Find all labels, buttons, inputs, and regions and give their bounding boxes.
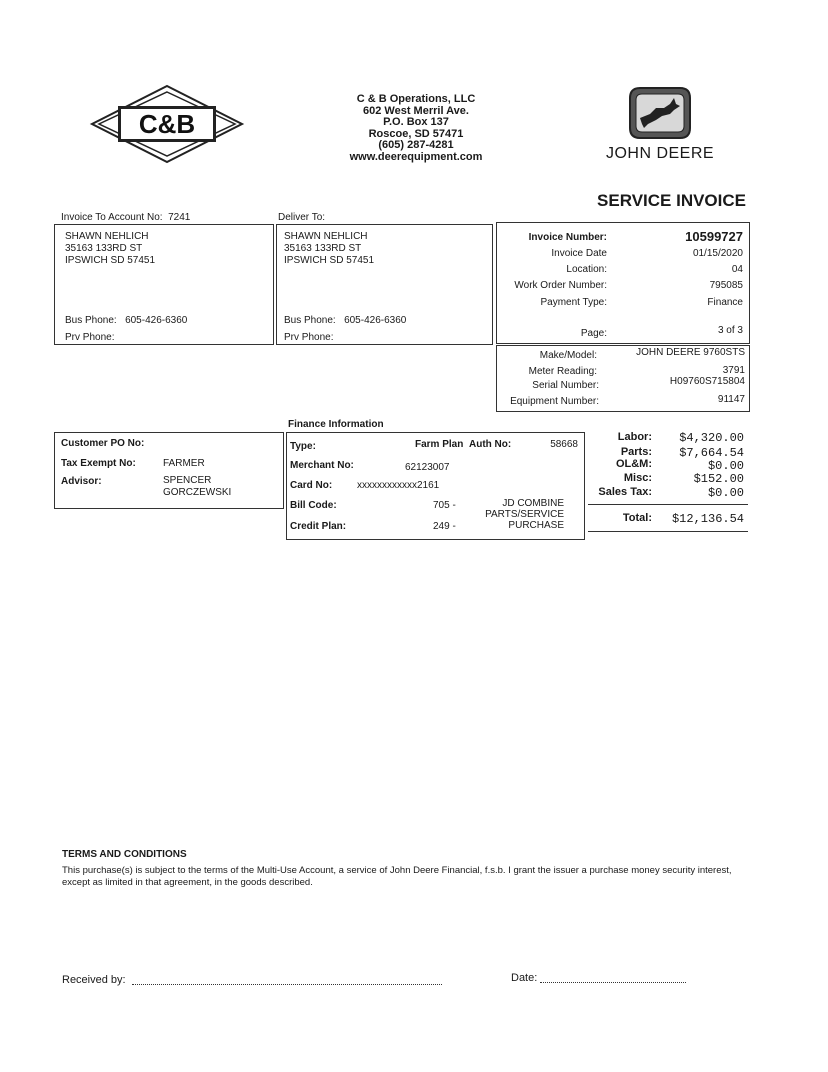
invoice-number-label: Invoice Number: (528, 232, 607, 243)
received-by-line[interactable] (132, 984, 442, 985)
auth-label: Auth No: (469, 439, 512, 450)
company-address (330, 94, 502, 163)
misc-amount: $152.00 (693, 472, 744, 486)
merchant-no: 62123007 (405, 462, 450, 473)
bill-code-label: Bill Code: (290, 500, 337, 511)
location-label: Location: (566, 264, 607, 275)
total-amount: $12,136.54 (671, 512, 744, 526)
invoice-date: 01/15/2020 (692, 248, 743, 259)
finance-type: Farm Plan (415, 439, 464, 450)
labor-label: Labor: (617, 431, 652, 443)
sales-tax-label: Sales Tax: (598, 486, 652, 498)
company-website: www.deerequipment.com (349, 150, 483, 163)
equipment-number-label: Equipment Number: (510, 396, 599, 407)
serial-label: Serial Number: (532, 380, 599, 391)
work-order: 795085 (709, 280, 743, 291)
bill-code: 705 - (433, 500, 456, 511)
make-model: JOHN DEERE 9760STS (636, 347, 745, 358)
cb-logo (88, 84, 246, 164)
card-label: Card No: (290, 480, 333, 491)
finance-type-label: Type: (290, 441, 316, 452)
invoice-to-bus-phone: Bus Phone: 605-426-6360 (65, 315, 188, 326)
invoice-to-box (54, 224, 274, 345)
invoice-date-label: Invoice Date (551, 248, 607, 259)
company-name: C & B Operations, LLC (356, 93, 476, 105)
company-po-box: P.O. Box 137 (383, 116, 449, 128)
serial-number: H09760S715804 (669, 376, 745, 387)
invoice-to-prv-phone: Prv Phone: (65, 332, 115, 343)
svg-text:C&B: C&B (138, 109, 196, 139)
auth-no: 58668 (550, 439, 578, 450)
bill-description: JD COMBINE PARTS/SERVICE PURCHASE (485, 498, 564, 531)
deliver-to-bus-phone: Bus Phone: 605-426-6360 (284, 315, 407, 326)
company-street: 602 West Merril Ave. (363, 104, 469, 117)
deliver-to-prv-phone: Prv Phone: (284, 332, 334, 343)
total-label: Total: (622, 512, 652, 524)
invoice-number: 10599727 (685, 229, 743, 244)
finance-box (286, 432, 585, 540)
deliver-to-name: SHAWN NEHLICH (284, 231, 368, 242)
date-label: Date: (511, 972, 538, 984)
misc-label: Misc: (623, 472, 652, 484)
document-title: SERVICE INVOICE (597, 191, 746, 210)
merchant-label: Merchant No: (290, 460, 354, 471)
parts-label: Parts: (620, 446, 652, 458)
deliver-to-label: Deliver To: (278, 212, 326, 223)
customer-box (54, 432, 284, 509)
deliver-to-box (276, 224, 493, 345)
customer-po-label: Customer PO No: (61, 438, 145, 449)
work-order-label: Work Order Number: (514, 280, 607, 291)
parts-amount: $7,664.54 (679, 446, 744, 460)
payment-type: Finance (707, 297, 743, 308)
meter-reading: 3791 (722, 365, 745, 376)
olm-amount: $0.00 (707, 459, 744, 473)
deliver-to-city: IPSWICH SD 57451 (284, 255, 375, 266)
invoice-to-city: IPSWICH SD 57451 (65, 255, 156, 266)
credit-plan-label: Credit Plan: (290, 521, 347, 532)
account-no: 7241 (168, 212, 191, 223)
company-city: Roscoe, SD 57471 (368, 127, 464, 140)
date-line[interactable] (540, 982, 686, 983)
dealer-brand: JOHN DEERE (605, 145, 715, 162)
page-label: Page: (580, 328, 607, 339)
invoice-info-box (496, 222, 750, 344)
invoice-to-street: 35163 133RD ST (65, 243, 143, 254)
invoice-to-label: Invoice To Account No: 7241 (61, 212, 191, 223)
john-deere-deer-icon (626, 84, 694, 142)
make-model-label: Make/Model: (539, 350, 597, 361)
tax-exempt-label: Tax Exempt No: (61, 458, 136, 469)
equipment-number: 91147 (717, 394, 745, 405)
equipment-box (496, 345, 750, 412)
credit-plan: 249 - (433, 521, 456, 532)
totals-block (588, 430, 748, 535)
terms-body: This purchase(s) is subject to the terms of the Multi-Use Account, a service of John Deere Financial, f.s.b. I grant the issuer a purchase money security interest, except as limited in that agreement, in the goods described. (62, 865, 732, 888)
labor-amount: $4,320.00 (679, 431, 744, 445)
advisor-label: Advisor: (61, 476, 102, 487)
company-phone: (605) 287-4281 (378, 139, 454, 151)
location: 04 (731, 264, 743, 275)
deliver-to-street: 35163 133RD ST (284, 243, 362, 254)
finance-heading: Finance Information (288, 419, 384, 430)
totals-divider-top (588, 504, 748, 505)
invoice-to-name: SHAWN NEHLICH (65, 231, 149, 242)
tax-exempt: FARMER (163, 458, 205, 469)
page-number: 3 of 3 (717, 325, 743, 336)
received-by-label: Received by: (62, 974, 126, 986)
payment-type-label: Payment Type: (540, 297, 607, 308)
totals-divider-bottom (588, 531, 748, 532)
card-no: xxxxxxxxxxxx2161 (357, 480, 440, 491)
olm-label: OL&M: (615, 458, 652, 470)
terms-heading: TERMS AND CONDITIONS (62, 849, 187, 860)
sales-tax-amount: $0.00 (707, 486, 744, 500)
advisor: SPENCER GORCZEWSKI (163, 475, 232, 498)
meter-label: Meter Reading: (528, 366, 597, 377)
